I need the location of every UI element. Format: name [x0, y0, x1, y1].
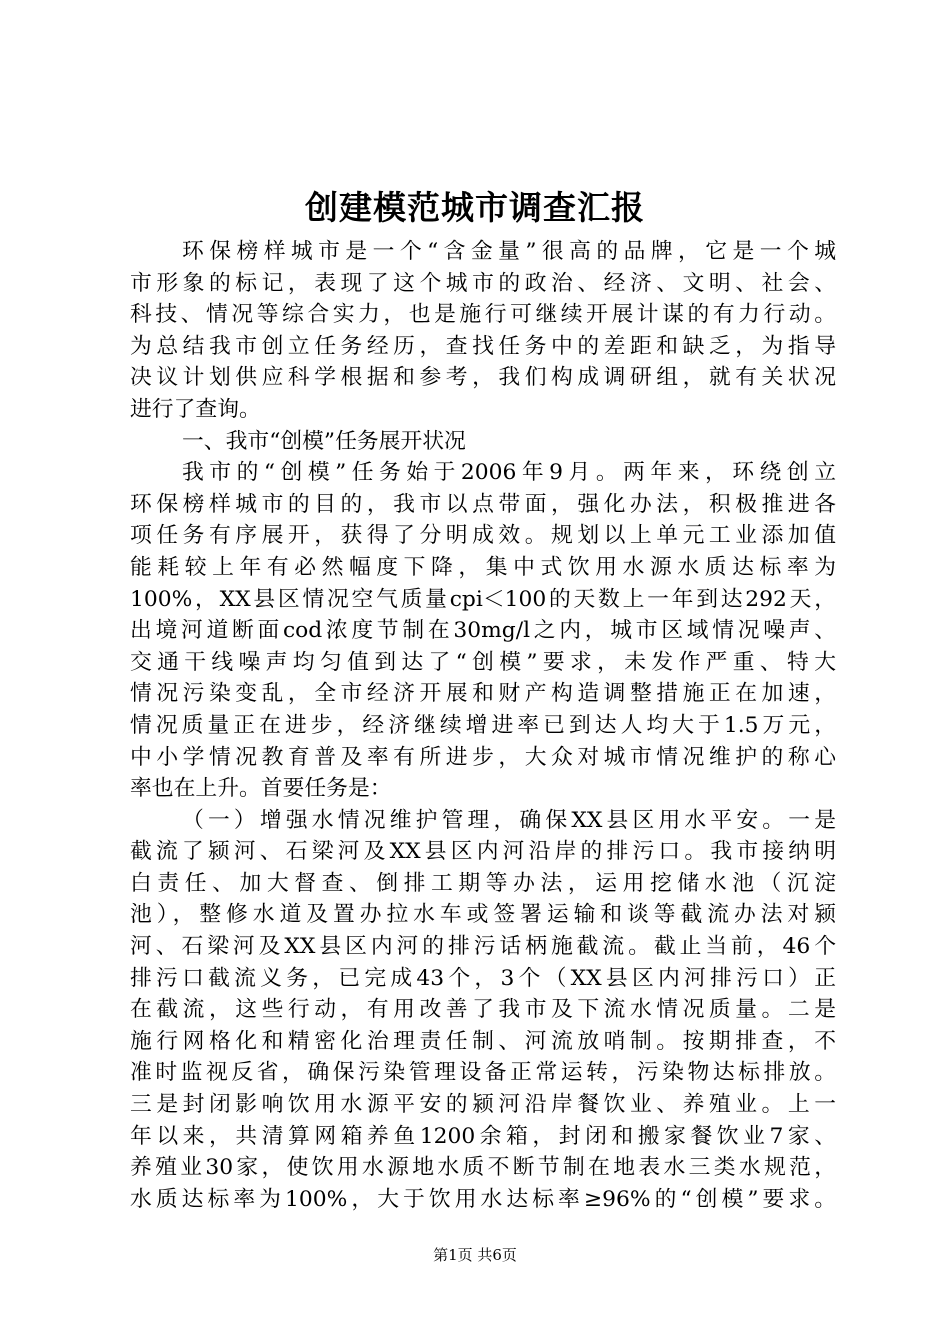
paragraph-line: 环保榜样城市的目的，我市以点带面，强化办法，积极推进各 [130, 491, 836, 517]
paragraph-line: 决议计划供应科学根据和参考，我们构成调研组，就有关状况 [130, 365, 836, 391]
paragraph-line: 交通干线噪声均匀值到达了“创模”要求，未发作严重、特大 [130, 649, 836, 675]
document-title: 创建模范城市调查汇报 [305, 188, 645, 227]
paragraph-line: 准时监视反省，确保污染管理设备正常运转，污染物达标排放。 [130, 1060, 836, 1086]
paragraph-line: 池），整修水道及置办拉水车或签署运输和谈等截流办法对颍 [130, 902, 836, 928]
paragraph-line: 施行网格化和精密化治理责任制、河流放哨制。按期排查，不 [130, 1028, 836, 1054]
paragraph-line: 能耗较上年有必然幅度下降，集中式饮用水源水质达标率为 [130, 554, 836, 580]
paragraph-line: 100%，XX县区情况空气质量cpi＜100的天数上一年到达292天， [130, 586, 836, 612]
paragraph-line: 情况污染变乱，全市经济开展和财产构造调整措施正在加速， [130, 681, 836, 707]
paragraph-line: 情况质量正在进步，经济继续增进率已到达人均大于1.5万元， [130, 712, 836, 738]
paragraph-line: （一）增强水情况维护管理，确保XX县区用水平安。一是 [182, 807, 836, 833]
paragraph-line: 年以来，共清算网箱养鱼1200余箱，封闭和搬家餐饮业7家、 [130, 1123, 836, 1149]
document-body [130, 236, 836, 1215]
paragraph-line: 白责任、加大督查、倒排工期等办法，运用挖储水池（沉淀 [130, 870, 836, 896]
paragraph-line: 我市的“创模”任务始于2006年9月。两年来，环绕创立 [182, 460, 836, 486]
paragraph-line: 项任务有序展开，获得了分明成效。规划以上单元工业添加值 [130, 523, 836, 549]
paragraph-line: 水质达标率为100%，大于饮用水达标率≥96%的“创模”要求。 [130, 1186, 836, 1212]
paragraph-line: 科技、情况等综合实力，也是施行可继续开展计谋的有力行动。 [130, 302, 836, 328]
paragraph-line: 排污口截流义务，已完成43个，3个（XX县区内河排污口）正 [130, 965, 836, 991]
paragraph-line: 率也在上升。首要任务是： [130, 776, 392, 802]
paragraph-line: 三是封闭影响饮用水源平安的颍河沿岸餐饮业、养殖业。上一 [130, 1092, 836, 1118]
paragraph-line: 养殖业30家，使饮用水源地水质不断节制在地表水三类水规范， [130, 1155, 836, 1181]
paragraph-line: 河、石梁河及XX县区内河的排污话柄施截流。截止当前，46个 [130, 934, 836, 960]
paragraph-line: 出境河道断面cod浓度节制在30mg/l之内，城市区域情况噪声、 [130, 618, 836, 644]
page-number: 第1页 共6页 [433, 1246, 517, 1264]
paragraph-line: 中小学情况教育普及率有所进步，大众对城市情况维护的称心 [130, 744, 836, 770]
paragraph-line: 为总结我市创立任务经历，查找任务中的差距和缺乏，为指导 [130, 333, 836, 359]
paragraph-line: 在截流，这些行动，有用改善了我市及下流水情况质量。二是 [130, 997, 836, 1023]
paragraph-line: 环保榜样城市是一个“含金量”很高的品牌，它是一个城 [182, 239, 836, 264]
section-heading: 一、我市“创模”任务展开状况 [182, 428, 466, 454]
paragraph-line: 市形象的标记，表现了这个城市的政治、经济、文明、社会、 [130, 270, 836, 296]
paragraph-line: 进行了查询。 [130, 396, 261, 422]
paragraph-line: 截流了颍河、石梁河及XX县区内河沿岸的排污口。我市接纳明 [130, 839, 836, 865]
